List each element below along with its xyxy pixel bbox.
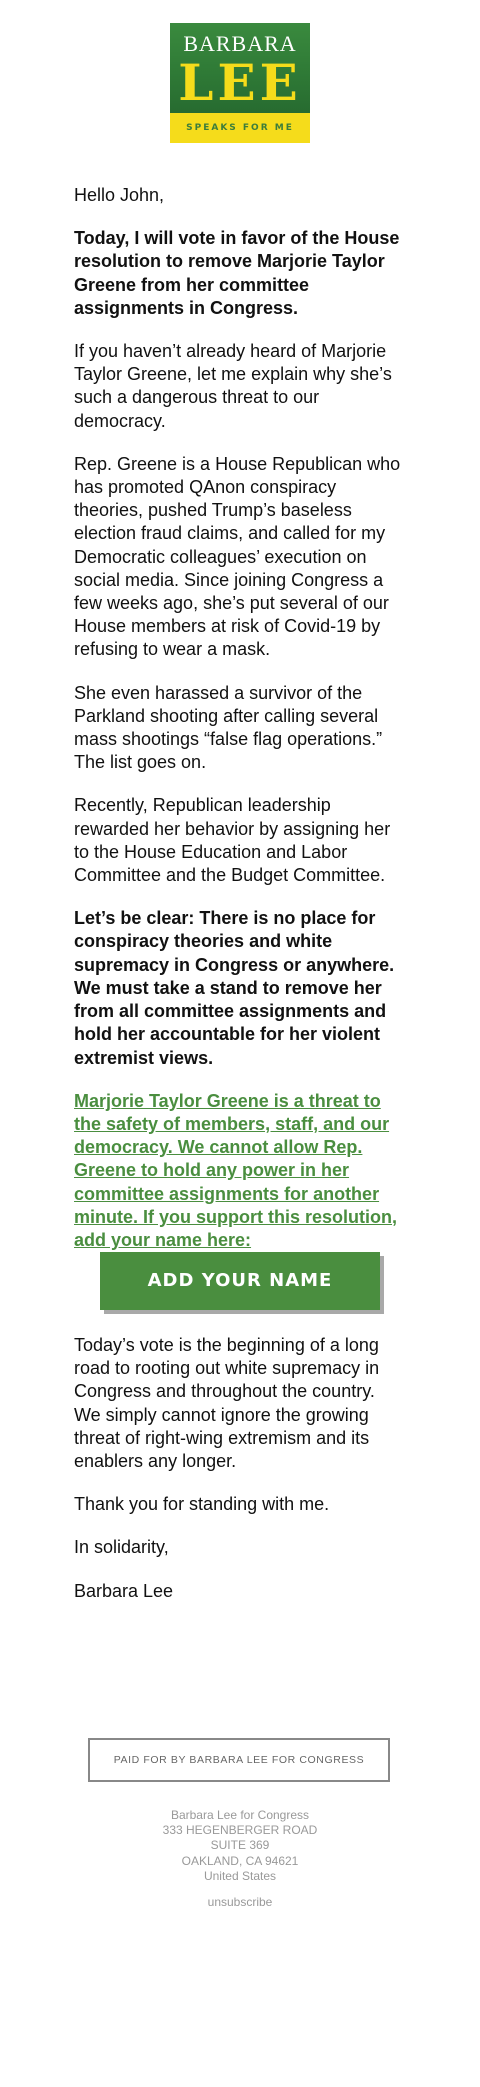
signature-name: Barbara Lee xyxy=(74,1580,174,1601)
email-body xyxy=(74,184,406,1272)
email-closing xyxy=(74,1334,406,1623)
address-line: SUITE 369 xyxy=(210,1838,270,1853)
body-paragraph: If you haven’t already heard of Marjorie Taylor Greene, let me explain why she’s such a dangerous threat to our democracy. xyxy=(74,341,392,431)
address-line: Barbara Lee for Congress xyxy=(170,1808,310,1822)
unsubscribe-link[interactable]: unsubscribe xyxy=(207,1895,273,1909)
logo-tagline: SPEAKS FOR ME xyxy=(170,113,310,143)
address-line: OAKLAND, CA 94621 xyxy=(181,1853,299,1868)
body-paragraph: She even harassed a survivor of the Parkland shooting after calling several mass shootings “false flag operations.” The list goes on. xyxy=(74,682,383,773)
campaign-logo xyxy=(170,23,310,143)
mailing-address xyxy=(0,1808,480,1884)
address-line: 333 HEGENBERGER ROAD xyxy=(162,1823,318,1838)
lead-paragraph: Today, I will vote in favor of the House resolution to remove Marjorie Taylor Greene from her committee assignments in Congress. xyxy=(74,228,400,318)
body-paragraph: Rep. Greene is a House Republican who has promoted QAnon conspiracy theories, pushed Trump’s baseless election fraud claims, and called for my Democratic colleagues’ execution on social media. Since joining Congress a few weeks ago, she’s put several of our House members at risk of Covid-19 by refusing to wear a mask. xyxy=(74,453,401,660)
paid-for-disclaimer: PAID FOR BY BARBARA LEE FOR CONGRESS xyxy=(88,1738,390,1782)
greeting: Hello John, xyxy=(74,185,165,205)
closing-paragraph: Today’s vote is the beginning of a long road to rooting out white supremacy in Congress and throughout the country. We simply cannot ignore the growing threat of right-wing extremism and its enablers any longer. xyxy=(74,1335,380,1472)
petition-link[interactable]: Marjorie Taylor Greene is a threat to the safety of members, staff, and our democracy. We cannot allow Rep. Greene to hold any power in her committee assignments for another minute. If you support this resolution, add your name here: xyxy=(74,1090,397,1250)
logo-last-name: LEE xyxy=(178,53,302,112)
add-your-name-button[interactable]: ADD YOUR NAME xyxy=(100,1252,380,1310)
logo-name-block xyxy=(170,23,310,113)
body-paragraph: Recently, Republican leadership rewarded her behavior by assigning her to the House Education and Labor Committee and the Budget Committee. xyxy=(74,795,391,886)
logo-first-name: BARBARA xyxy=(183,31,297,56)
emphasis-paragraph: Let’s be clear: There is no place for conspiracy theories and white supremacy in Congress or anywhere. We must take a stand to remove her from all committee assignments and hold her accountable for her violent extremist views. xyxy=(74,908,395,1068)
thank-you-line: Thank you for standing with me. xyxy=(74,1494,330,1515)
address-line: United States xyxy=(203,1868,277,1883)
sign-off: In solidarity, xyxy=(74,1537,169,1558)
